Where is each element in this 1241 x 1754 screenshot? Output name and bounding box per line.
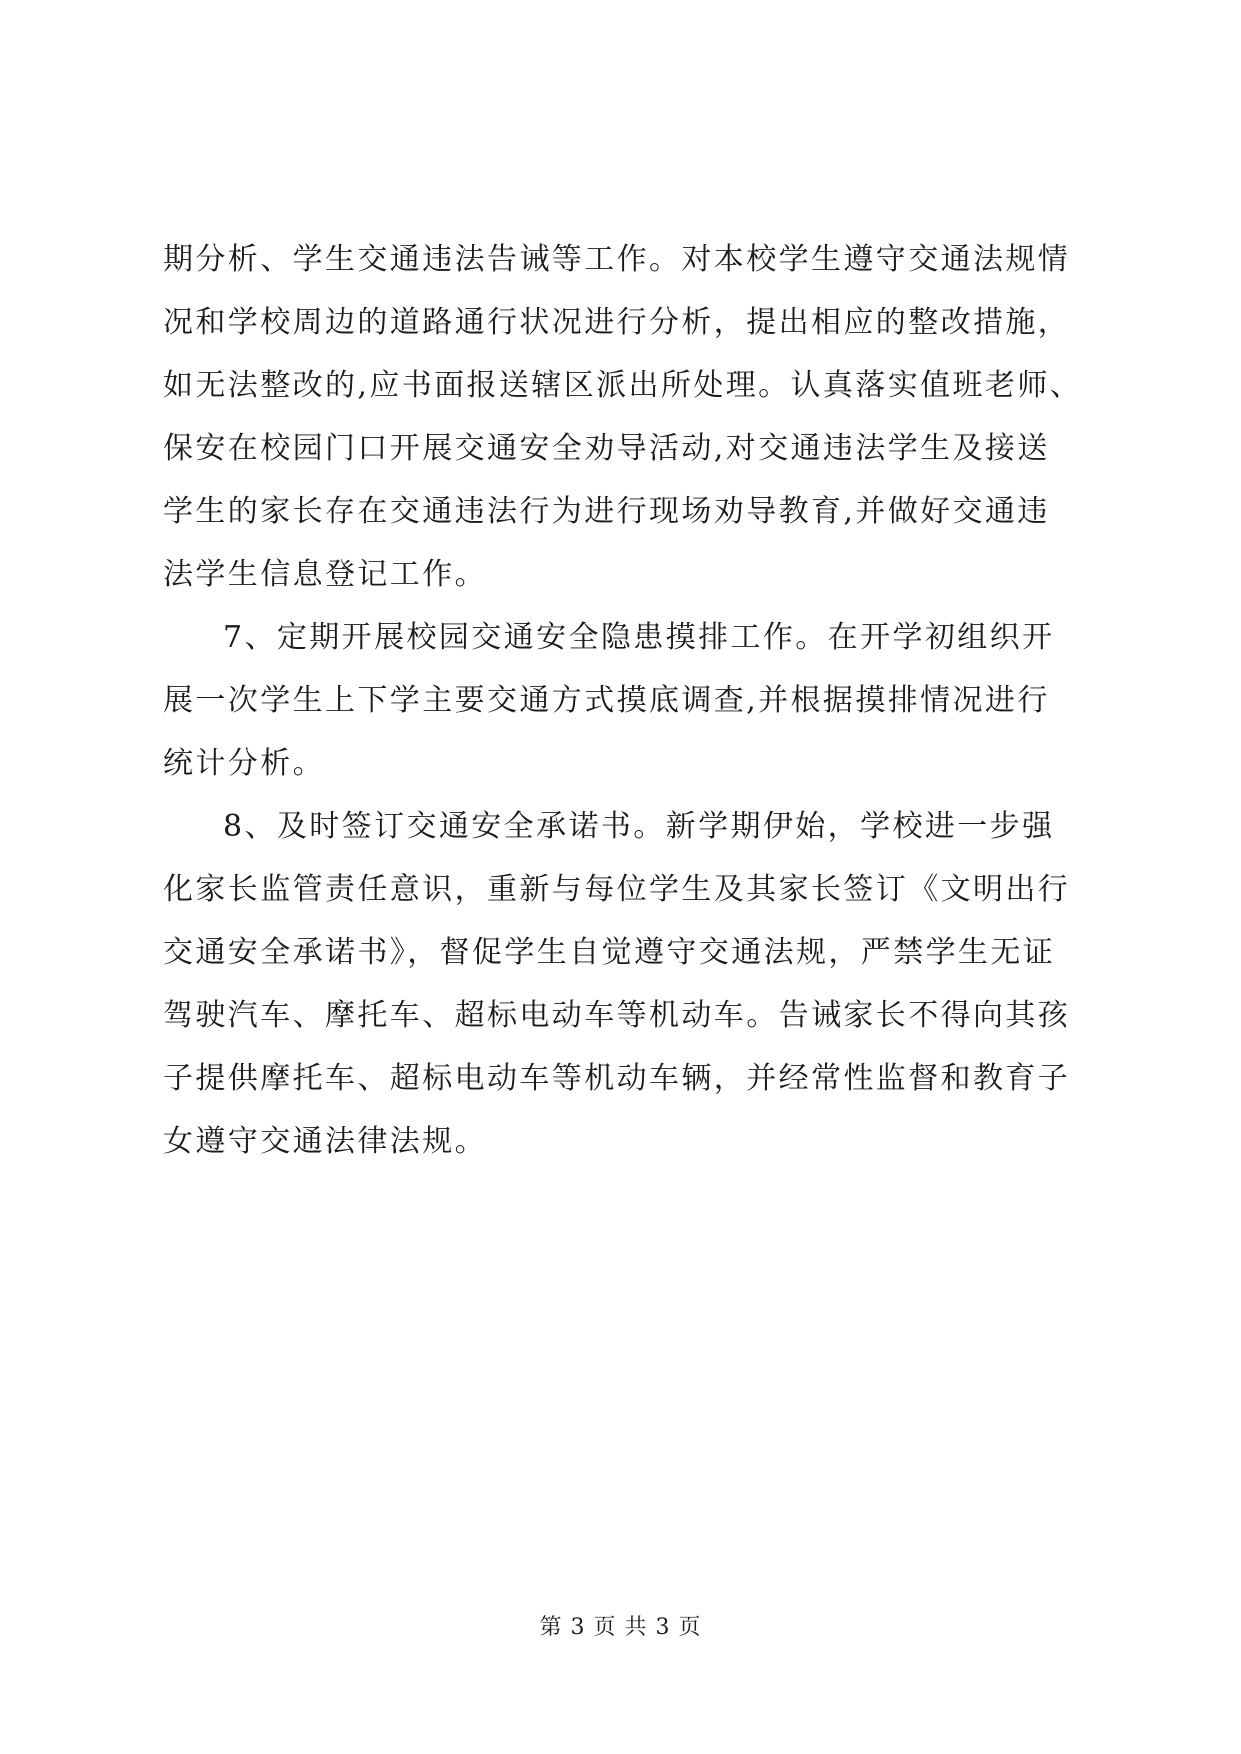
- text-line: 驾驶汽车、摩托车、超标电动车等机动车。告诫家长不得向其孩: [163, 998, 1071, 1033]
- text-line: 7、定期开展校园交通安全隐患摸排工作。在开学初组织开: [223, 620, 1055, 655]
- paragraph-1: [163, 228, 1081, 606]
- text-line: 子提供摩托车、超标电动车等机动车辆，并经常性监督和教育子: [163, 1061, 1071, 1096]
- text-line: 8、及时签订交通安全承诺书。新学期伊始，学校进一步强: [223, 809, 1055, 844]
- text-line: 保安在校园门口开展交通安全劝导活动,对交通违法学生及接送: [163, 431, 1050, 466]
- paragraph-item-8: [163, 795, 1081, 1173]
- text-line: 期分析、学生交通违法告诫等工作。对本校学生遵守交通法规情: [163, 242, 1071, 277]
- text-line: 如无法整改的,应书面报送辖区派出所处理。认真落实值班老师、: [163, 368, 1083, 403]
- text-line: 况和学校周边的道路通行状况进行分析，提出相应的整改措施，: [163, 305, 1071, 340]
- text-line: 交通安全承诺书》，督促学生自觉遵守交通法规，严禁学生无证: [163, 935, 1056, 970]
- text-line: 统计分析。: [163, 746, 325, 781]
- text-line: 学生的家长存在交通违法行为进行现场劝导教育,并做好交通违: [163, 494, 1050, 529]
- text-line: 法学生信息登记工作。: [163, 557, 487, 592]
- paragraph-item-7: [163, 606, 1081, 795]
- page-number-footer: 第 3 页 共 3 页: [539, 1615, 702, 1640]
- text-line: 女遵守交通法律法规。: [163, 1124, 487, 1159]
- text-line: 展一次学生上下学主要交通方式摸底调查,并根据摸排情况进行: [163, 683, 1050, 718]
- text-line: 化家长监管责任意识，重新与每位学生及其家长签订《文明出行: [163, 872, 1071, 907]
- document-body: [163, 228, 1081, 1173]
